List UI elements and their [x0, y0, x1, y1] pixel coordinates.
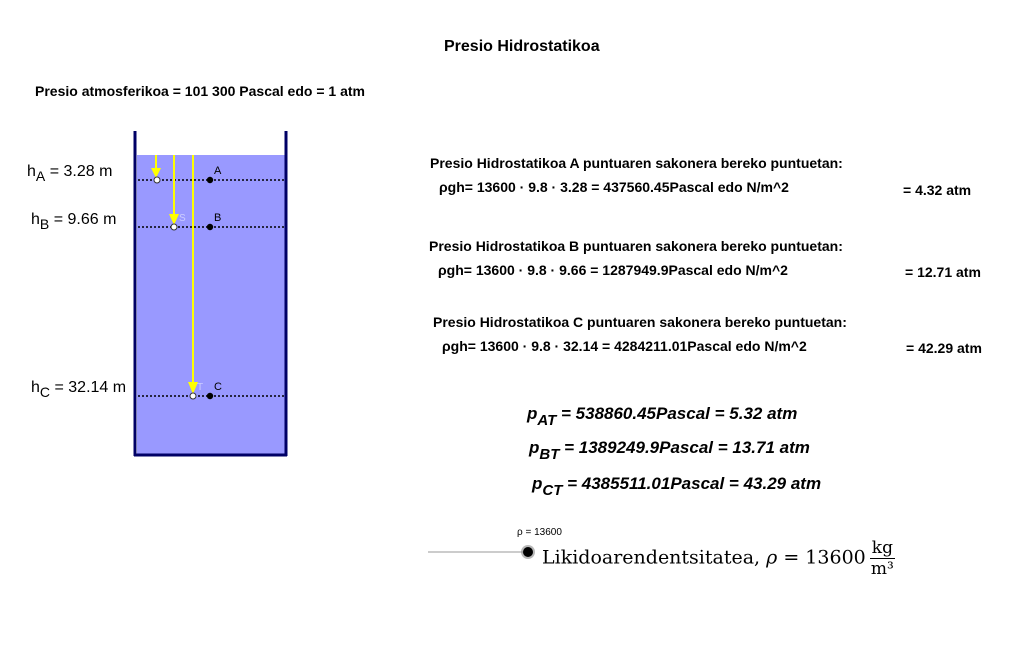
density-unit: $\frac{kg}{\text{m³}}$	[870, 538, 894, 579]
depth-label-A: $h_A = 3.28$ m	[27, 163, 113, 184]
point-c-formula: ρgh= 13600 · 9.8 · 32.14 = 4284211.01Pascal edo N/m^2	[442, 338, 807, 354]
point-open-S[interactable]	[171, 224, 177, 230]
total-pressure-C: $p_{CT}$ = 4385511.01Pascal = 43.29 atm	[532, 474, 822, 499]
point-open-A[interactable]	[154, 177, 160, 183]
point-open-T[interactable]	[190, 393, 196, 399]
point-label-S: S	[179, 213, 186, 224]
total-pressure-A: $p_{AT}$ = 538860.45Pascal = 5.32 atm	[527, 404, 798, 429]
point-a-atm: = 4.32 atm	[903, 182, 972, 198]
point-label-A: A	[214, 165, 222, 177]
density-name: Likidoarendentsitatea,	[542, 546, 767, 569]
point-a-formula: ρgh= 13600 · 9.8 · 3.28 = 437560.45Pascal edo N/m^2	[439, 179, 789, 195]
depth-label-B: $h_B = 9.66$ m	[31, 211, 117, 232]
page-title: Presio Hidrostatikoa	[444, 38, 600, 55]
point-label-C: C	[214, 381, 222, 393]
density-value: = 13600	[777, 546, 866, 569]
point-A[interactable]	[207, 177, 213, 183]
liquid-fill	[137, 155, 285, 455]
total-pressure-B: $p_{BT}$ = 1389249.9Pascal = 13.71 atm	[529, 438, 810, 463]
point-label-B: B	[214, 212, 222, 224]
point-b-heading: Presio Hidrostatikoa B puntuaren sakonera bereko puntuetan:	[429, 238, 843, 254]
depth-label-C: $h_C = 32.14$ m	[31, 379, 127, 400]
density-slider-handle[interactable]	[523, 547, 533, 557]
density-symbol: ρ	[766, 546, 778, 569]
point-C[interactable]	[207, 393, 213, 399]
point-label-T: T	[197, 382, 204, 393]
point-b-atm: = 12.71 atm	[905, 264, 981, 280]
point-B[interactable]	[207, 224, 213, 230]
density-slider-label	[542, 538, 895, 579]
point-b-formula: ρgh= 13600 · 9.8 · 9.66 = 1287949.9Pascal edo N/m^2	[438, 262, 788, 278]
atmospheric-pressure-text: Presio atmosferikoa = 101 300 Pascal edo = 1 atm	[35, 83, 365, 99]
density-slider-value: ρ = 13600	[517, 527, 562, 538]
point-a-heading: Presio Hidrostatikoa A puntuaren sakonera bereko puntuetan:	[430, 155, 843, 171]
point-c-heading: Presio Hidrostatikoa C puntuaren sakonera bereko puntuetan:	[433, 314, 847, 330]
point-c-atm: = 42.29 atm	[906, 340, 982, 356]
